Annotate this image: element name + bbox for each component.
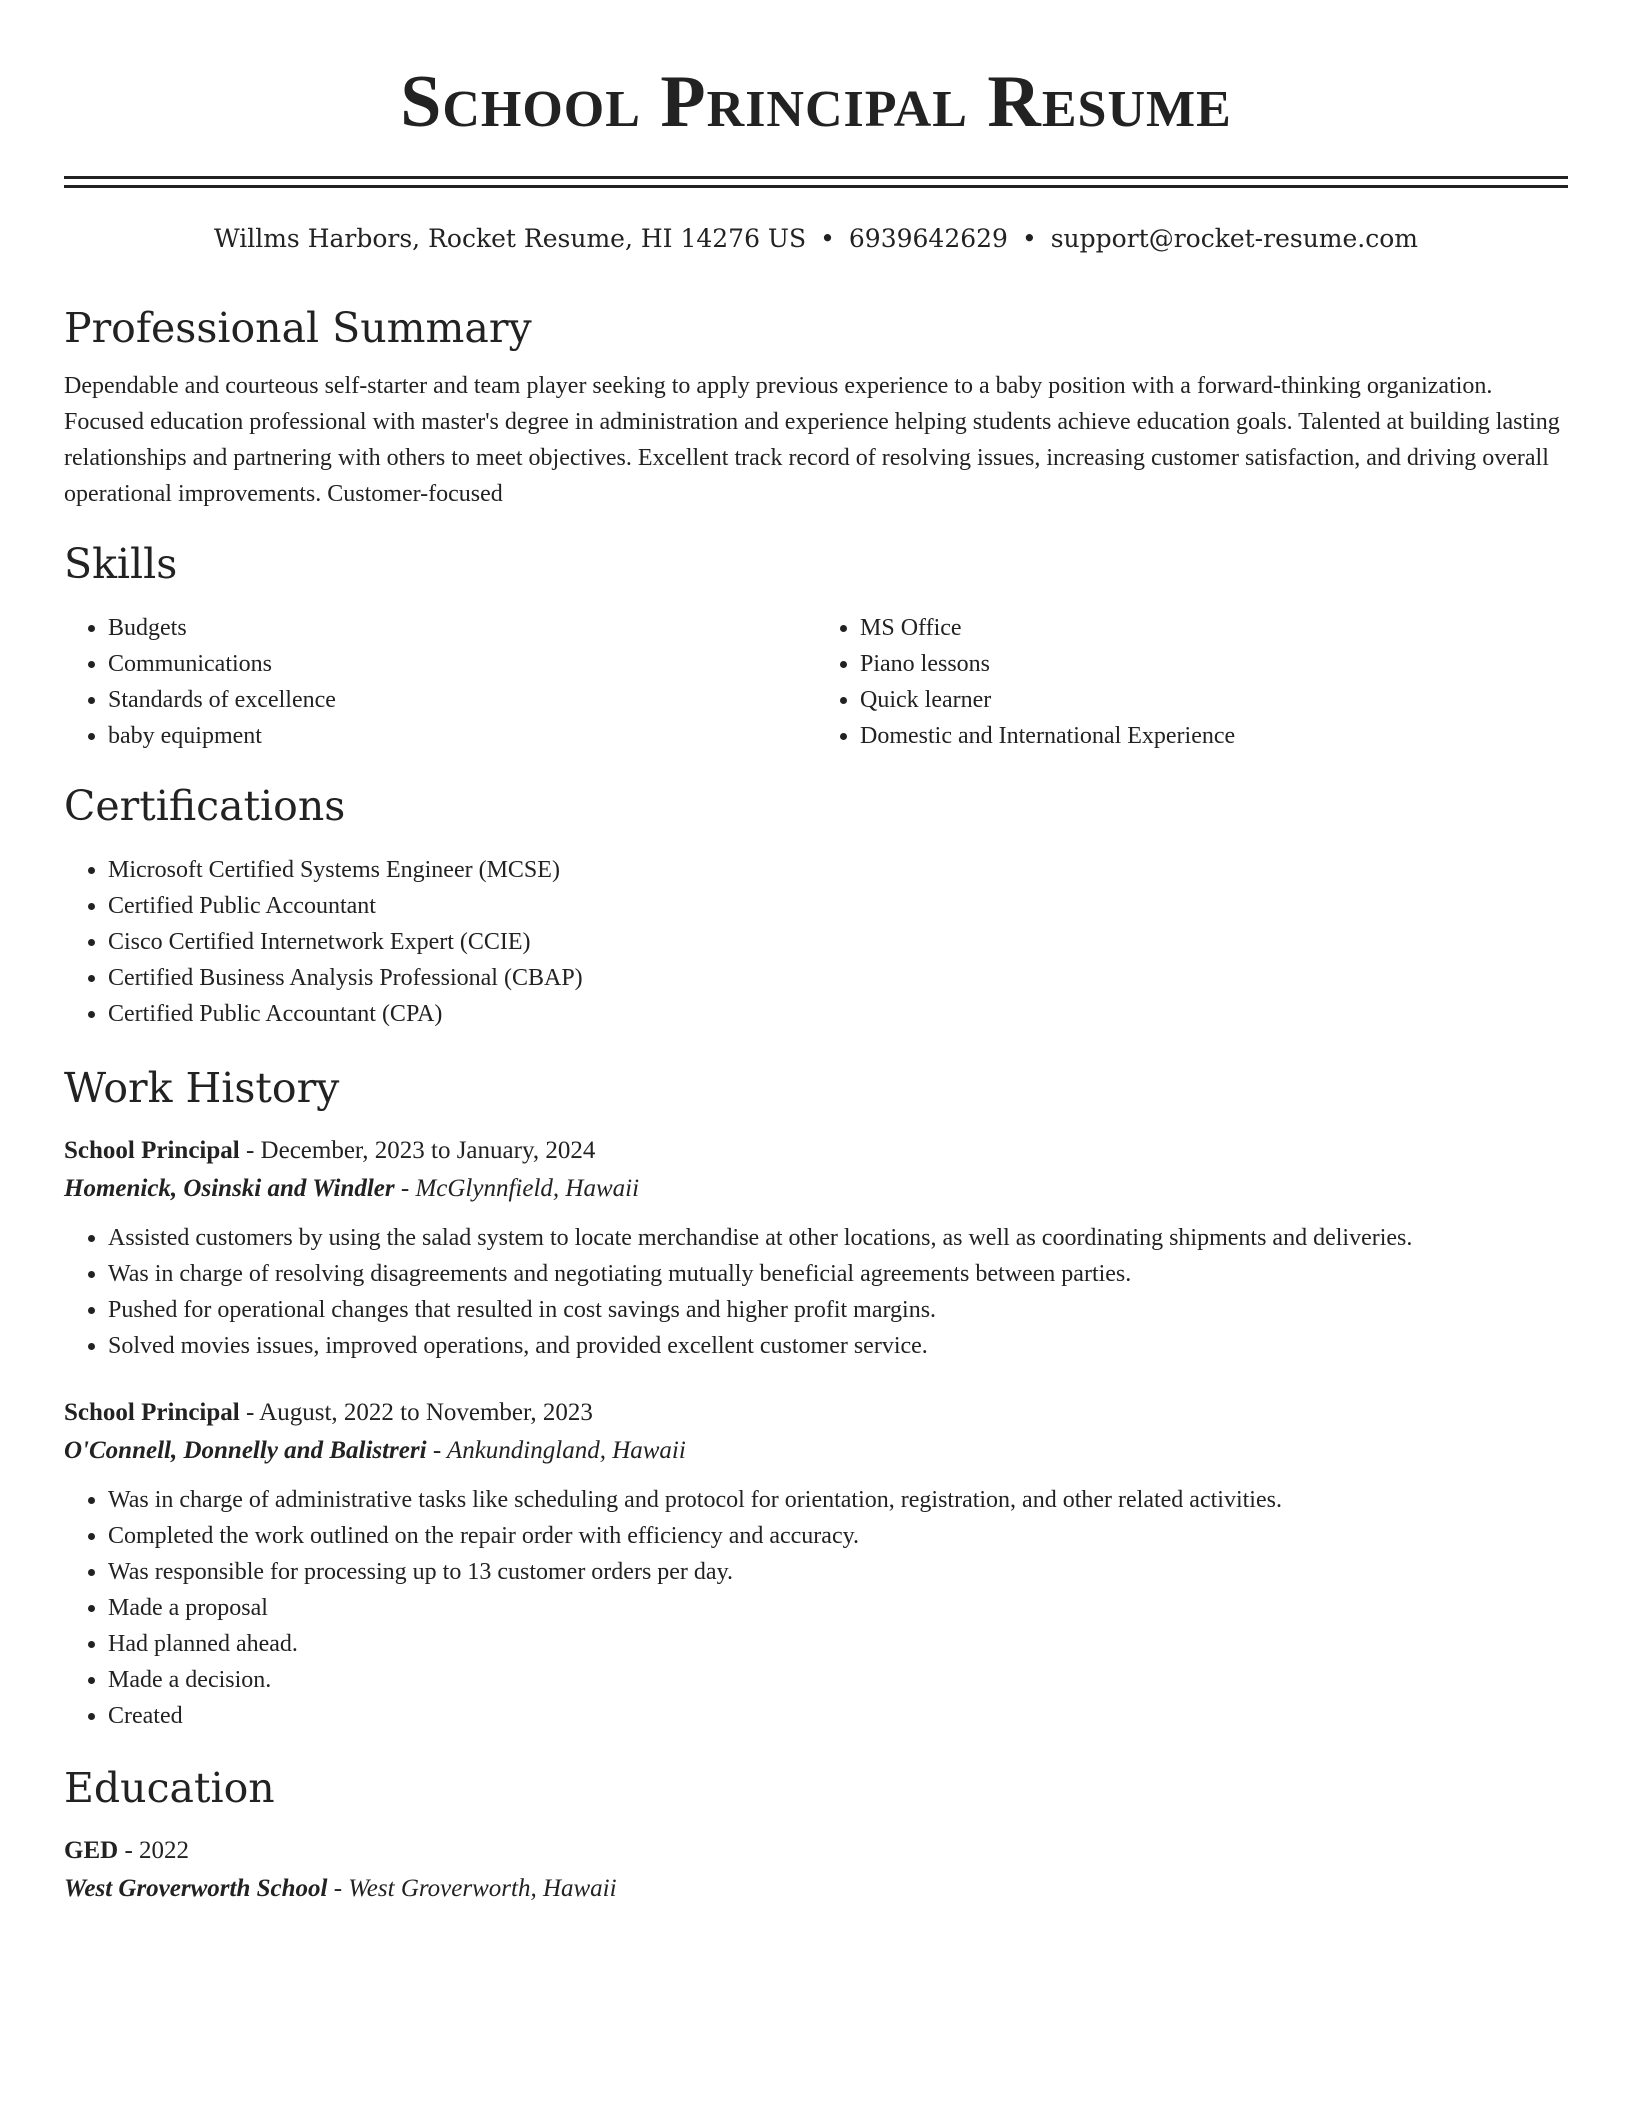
job-duties-list — [64, 1482, 1568, 1734]
job-duty-item: • Was responsible for processing up to 13 customer orders per day. — [108, 1554, 1568, 1590]
degree: GED — [64, 1837, 119, 1864]
certifications-list — [64, 852, 1568, 1032]
skills-columns — [64, 610, 1568, 754]
contact-phone: 6939642629 — [848, 224, 1008, 253]
certification-item: • Certified Business Analysis Professional (CBAP) — [108, 960, 1568, 996]
job-duty-item: • Was in charge of administrative tasks like scheduling and protocol for orientation, registration, and other related activities. — [108, 1482, 1568, 1518]
degree-year: - 2022 — [118, 1837, 190, 1864]
job-duty-item: • Made a decision. — [108, 1662, 1568, 1698]
job-entry — [64, 1132, 1568, 1364]
summary-text: Dependable and courteous self-starter and team player seeking to apply previous experience to a baby position with a forward-thinking organization. Focused education professional with master's degree in administration and experience helping students achieve education goals. Talented at building lasting relationships and partnering with others to meet objectives. Excellent track record of resolving issues, increasing customer satisfaction, and driving overall operational improvements. Customer-focused — [64, 373, 1560, 507]
certification-item: • Certified Public Accountant (CPA) — [108, 996, 1568, 1032]
school-location: - West Groverworth, Hawaii — [327, 1875, 617, 1902]
skill-item: • Budgets — [108, 610, 816, 646]
job-duty-item: • Made a proposal — [108, 1590, 1568, 1626]
skill-item: • baby equipment — [108, 718, 816, 754]
job-duty-item: • Solved movies issues, improved operations, and provided excellent customer service. — [108, 1328, 1568, 1364]
job-dates: - August, 2022 to November, 2023 — [239, 1399, 593, 1426]
certifications-heading: Certifications — [64, 782, 346, 830]
job-duty-item: • Pushed for operational changes that resulted in cost savings and higher profit margins. — [108, 1292, 1568, 1328]
school-line — [64, 1870, 1568, 1908]
contact-email: support@rocket-resume.com — [1050, 224, 1419, 253]
skills-heading: Skills — [64, 540, 178, 588]
summary-heading: Professional Summary — [64, 304, 532, 352]
resume-title: School Principal Resume — [400, 61, 1232, 143]
education-heading: Education — [64, 1764, 275, 1812]
skills-list-left — [64, 610, 816, 754]
skill-item: • Piano lessons — [860, 646, 1568, 682]
job-location: - McGlynnfield, Hawaii — [394, 1175, 640, 1202]
skill-item: • Communications — [108, 646, 816, 682]
job-duty-item: • Was in charge of resolving disagreements and negotiating mutually beneficial agreements between parties. — [108, 1256, 1568, 1292]
degree-line — [64, 1832, 1568, 1870]
certification-item: • Microsoft Certified Systems Engineer (MCSE) — [108, 852, 1568, 888]
job-duty-item: • Had planned ahead. — [108, 1626, 1568, 1662]
job-dates: - December, 2023 to January, 2024 — [239, 1137, 596, 1164]
skills-list-right — [816, 610, 1568, 754]
education-entry — [64, 1832, 1568, 1908]
certification-item: • Cisco Certified Internetwork Expert (CCIE) — [108, 924, 1568, 960]
title-divider-top — [64, 176, 1568, 179]
job-title: School Principal — [64, 1137, 240, 1164]
skill-item: • Domestic and International Experience — [860, 718, 1568, 754]
job-duty-item: • Assisted customers by using the salad system to locate merchandise at other locations, as well as coordinating shipments and deliveries. — [108, 1220, 1568, 1256]
certification-item: • Certified Public Accountant — [108, 888, 1568, 924]
certifications-section — [64, 780, 1568, 1032]
job-title: School Principal — [64, 1399, 240, 1426]
skill-item: • MS Office — [860, 610, 1568, 646]
job-location: - Ankundingland, Hawaii — [426, 1437, 686, 1464]
skill-item: • Standards of excellence — [108, 682, 816, 718]
job-company: Homenick, Osinski and Windler — [64, 1175, 395, 1202]
contact-separator: • — [1021, 224, 1037, 253]
skills-section — [64, 538, 1568, 754]
education-section — [64, 1762, 1568, 1908]
job-title-line — [64, 1132, 1568, 1170]
job-title-line — [64, 1394, 1568, 1432]
job-duties-list — [64, 1220, 1568, 1364]
title-divider-bottom — [64, 185, 1568, 188]
contact-line — [64, 222, 1568, 256]
school-name: West Groverworth School — [64, 1875, 328, 1902]
job-company: O'Connell, Donnelly and Balistreri — [64, 1437, 427, 1464]
contact-separator: • — [820, 224, 835, 253]
work-history-heading: Work History — [64, 1064, 340, 1112]
job-company-line — [64, 1432, 1568, 1470]
job-company-line — [64, 1170, 1568, 1208]
contact-address: Willms Harbors, Rocket Resume, HI 14276 US — [213, 224, 807, 253]
job-duty-item: • Created — [108, 1698, 1568, 1734]
work-history-section — [64, 1062, 1568, 1734]
job-entry — [64, 1394, 1568, 1734]
job-duty-item: • Completed the work outlined on the repair order with efficiency and accuracy. — [108, 1518, 1568, 1554]
skill-item: • Quick learner — [860, 682, 1568, 718]
summary-section — [64, 302, 1568, 512]
